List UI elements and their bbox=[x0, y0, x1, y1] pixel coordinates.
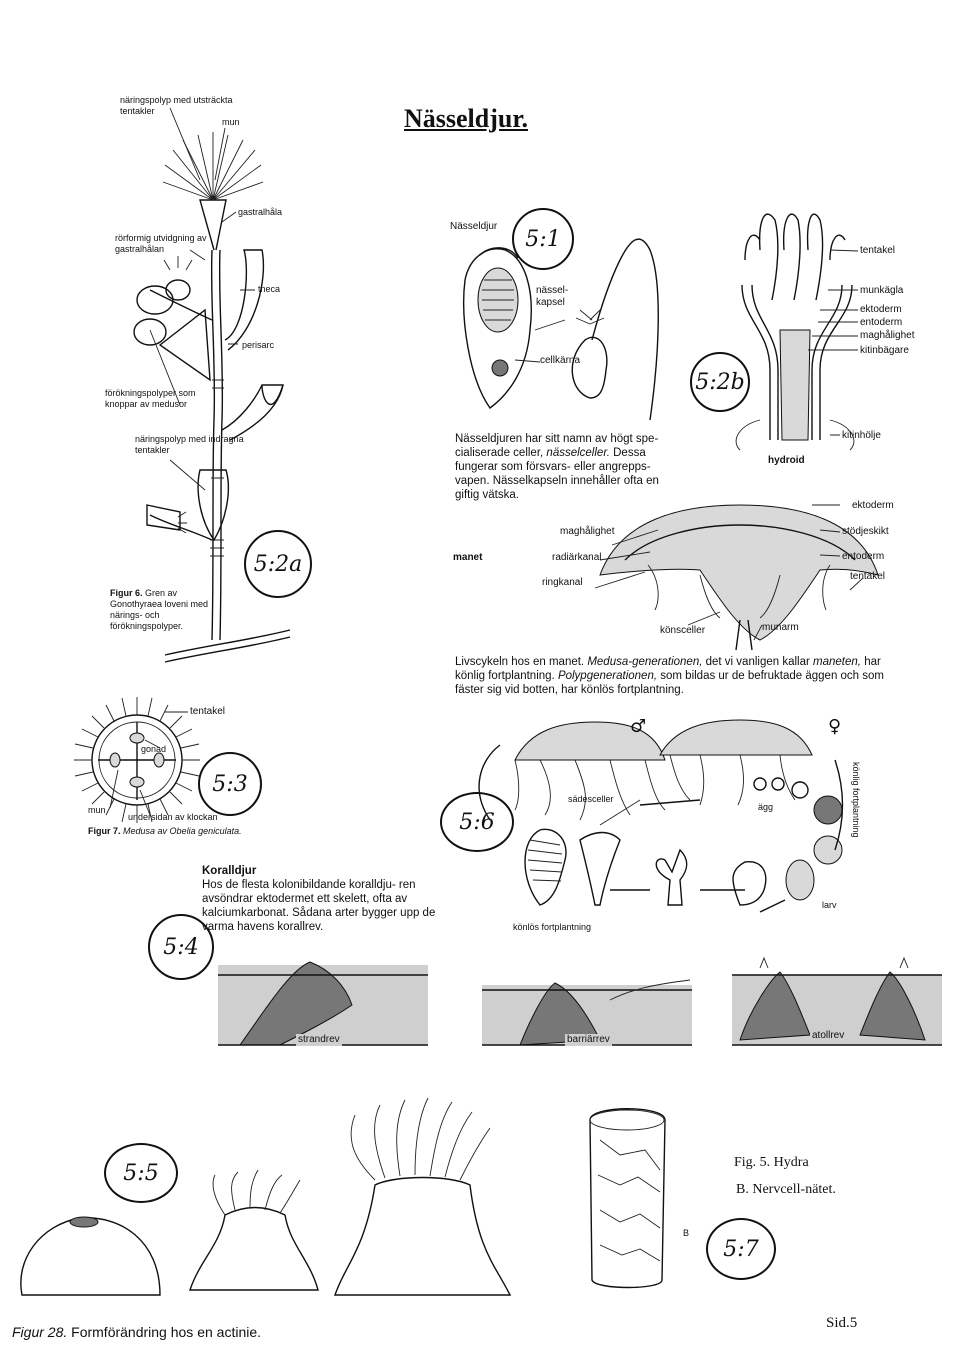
label-tube: rörformig utvidgning av gastralhålan bbox=[115, 233, 207, 254]
label-gastralhala: gastralhåla bbox=[238, 207, 283, 217]
caption-text: Medusa av Obelia geniculata. bbox=[123, 826, 242, 836]
label-entoderm: entoderm bbox=[842, 551, 885, 562]
label-nematocyst: nässel- kapsel bbox=[536, 285, 569, 308]
label-entoderm: entoderm bbox=[860, 317, 903, 328]
figure-badge-5-4: 5:4 bbox=[148, 914, 214, 980]
label-tentakel: tentakel bbox=[860, 245, 896, 256]
figure-28-caption bbox=[12, 1324, 261, 1340]
label-perisarc: perisarc bbox=[242, 340, 275, 350]
figure-badge-5-7: 5:7 bbox=[706, 1218, 776, 1280]
figure-header: Nässeldjur bbox=[450, 221, 498, 232]
label-ektoderm: ektoderm bbox=[852, 500, 894, 511]
page-number: Sid.5 bbox=[826, 1315, 858, 1331]
label-konlos-fortplantning: könlös fortplantning bbox=[513, 922, 592, 932]
label-tentakel: tentakel bbox=[850, 571, 886, 582]
label-munarm: munarm bbox=[762, 622, 799, 633]
caption-part-a: Livscykeln hos en manet. bbox=[455, 656, 585, 668]
label-mun: mun bbox=[222, 117, 240, 127]
caption-italic-2: maneten, bbox=[813, 656, 861, 668]
label-konlig-fortplantning: könlig fortplantning bbox=[851, 762, 861, 838]
caption-number: Figur 7. bbox=[88, 826, 121, 836]
caption-part-c: har könlig fortplantning. bbox=[455, 656, 881, 682]
paragraph-part-b: Dessa fungerar som försvars- eller angrepps- vapen. Nässelkapseln innehåller ofta en giftig vätska. bbox=[455, 447, 659, 501]
figure-badge-5-6: 5:6 bbox=[440, 792, 514, 852]
male-symbol: ♂ bbox=[630, 716, 647, 737]
figure-badge-5-5: 5:5 bbox=[104, 1143, 178, 1203]
figure-badge-5-1: 5:1 bbox=[512, 208, 574, 270]
label-agg: ägg bbox=[758, 802, 774, 812]
label-theca: theca bbox=[258, 284, 281, 294]
label-feeding-retracted: näringspolyp med indragna tentakler bbox=[135, 434, 244, 455]
label-feeding-extended: näringspolyp med utsträckta tentakler bbox=[120, 95, 233, 116]
caption-part-b: det vi vanligen kallar bbox=[705, 656, 810, 668]
label-manet: manet bbox=[453, 552, 483, 563]
label-reproductive-polyps: förökningspolyper som knoppar av medusor bbox=[105, 388, 196, 409]
figure-badge-5-2b: 5:2b bbox=[690, 352, 750, 412]
caption-number: Figur 28. bbox=[12, 1324, 68, 1340]
nerve-net-label: B. Nervcell-nätet. bbox=[736, 1182, 836, 1197]
label-maghalighet: maghålighet bbox=[560, 526, 615, 537]
label-kitinbagare: kitinbägare bbox=[860, 345, 909, 356]
label-munkagla: munkägla bbox=[860, 285, 904, 296]
caption-text: Gren av Gonothyraea loveni med närings- och förökningspolyper. bbox=[110, 588, 209, 631]
label-atollrev: atollrev bbox=[812, 1030, 845, 1041]
fig-5-label: Fig. 5. Hydra bbox=[734, 1155, 809, 1170]
figure-badge-5-2a: 5:2a bbox=[244, 530, 312, 598]
caption-text: Formförändring hos en actinie. bbox=[71, 1324, 262, 1340]
caption-italic-3: Polypgenerationen, bbox=[557, 670, 658, 682]
page-title: Nässeldjur. bbox=[404, 104, 529, 133]
label-stodjeskikt: stödjeskikt bbox=[842, 526, 889, 537]
label-konsceller: könsceller bbox=[660, 625, 706, 636]
label-cell-nucleus: cellkärna bbox=[540, 355, 581, 366]
label-larv: larv bbox=[822, 900, 837, 910]
label-barriarrev: barriärrev bbox=[567, 1034, 610, 1045]
caption-italic-1: Medusa-generationen, bbox=[587, 656, 703, 668]
figure-badge-5-3: 5:3 bbox=[198, 752, 262, 816]
label-strandrev: strandrev bbox=[298, 1034, 340, 1045]
coral-body: Hos de flesta kolonibildande koralldju- ren avsöndrar ektodermet ett skelett, ofta av kalciumkarbonat. Sådana arter bygger upp de varma havens korallrev. bbox=[202, 879, 436, 933]
label-ektoderm: ektoderm bbox=[860, 304, 902, 315]
paragraph-italic: nässelceller. bbox=[546, 447, 610, 459]
label-sadesceller: sädesceller bbox=[568, 794, 614, 804]
label-gonad: gonad bbox=[141, 744, 167, 754]
caption-part-d: som bildas ur de befruktade äggen och som fäster sig vid botten, har könlös fortplantning. bbox=[455, 670, 884, 696]
label-radiarkanal: radiärkanal bbox=[552, 552, 602, 563]
label-hydroid: hydroid bbox=[768, 455, 805, 466]
label-maghalighet: maghålighet bbox=[860, 330, 915, 341]
caption-number: Figur 6. bbox=[110, 588, 143, 598]
coral-heading: Koralldjur bbox=[202, 865, 257, 877]
label-mun: mun bbox=[88, 805, 106, 815]
paragraph-part-a: Nässeldjuren har sitt namn av högt spe- cialiserade celler, bbox=[455, 433, 659, 459]
label-b: B bbox=[683, 1228, 690, 1238]
label-ringkanal: ringkanal bbox=[542, 577, 583, 588]
female-symbol: ♀ bbox=[828, 716, 842, 737]
label-kitinholje: kitinhölje bbox=[842, 430, 881, 441]
label-underside: undersidan av klockan bbox=[128, 812, 218, 822]
label-tentakel: tentakel bbox=[190, 706, 226, 717]
